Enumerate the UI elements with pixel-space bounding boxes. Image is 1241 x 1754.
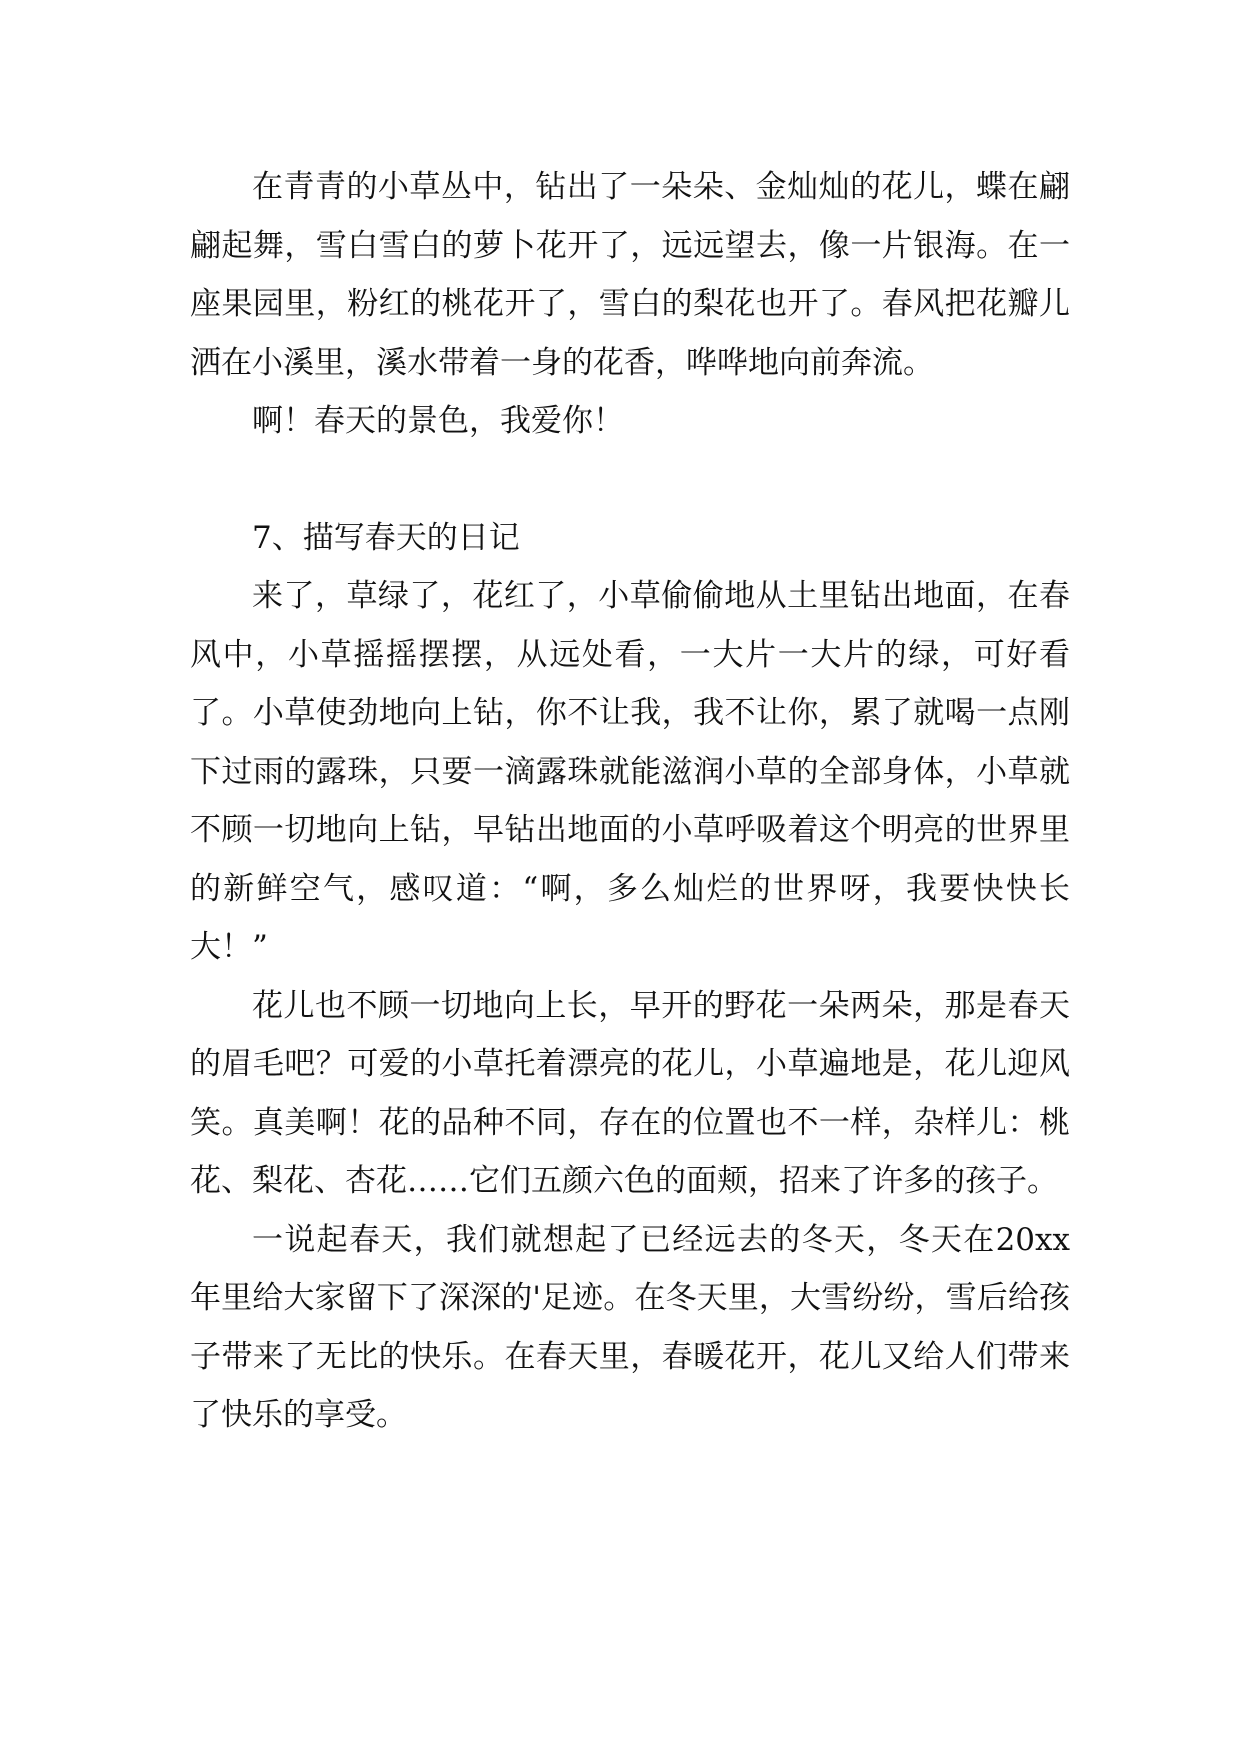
section-heading: 7、描写春天的日记 <box>252 519 520 556</box>
paragraph: 花儿也不顾一切地向上长，早开的野花一朵两朵，那是春天的眉毛吧？可爱的小草托着漂亮的花儿，小草遍地是，花儿迎风笑。真美啊！花的品种不同，存在的位置也不一样，杂样儿：桃花、梨花、杏花……它们五颜六色的面颊，招来了许多的孩子。 <box>190 987 1070 1199</box>
paragraph-spacer <box>190 451 1070 509</box>
paragraph: 在青青的小草丛中，钻出了一朵朵、金灿灿的花儿，蝶在翩翩起舞，雪白雪白的萝卜花开了，远远望去，像一片银海。在一座果园里，粉红的桃花开了，雪白的梨花也开了。春风把花瓣儿洒在小溪里，溪水带着一身的花香，哗哗地向前奔流。 <box>190 169 1070 381</box>
document-body <box>190 158 1070 1445</box>
paragraph: 啊！春天的景色，我爱你！ <box>252 403 624 439</box>
paragraph: 来了，草绿了，花红了，小草偷偷地从土里钻出地面，在春风中，小草摇摇摆摆，从远处看，一大片一大片的绿，可好看了。小草使劲地向上钻，你不让我，我不让你，累了就喝一点刚下过雨的露珠，只要一滴露珠就能滋润小草的全部身体，小草就不顾一切地向上钻，早钻出地面的小草呼吸着这个明亮的世界里的新鲜空气，感叹道：“啊，多么灿烂的世界呀，我要快快长大！” <box>190 578 1070 965</box>
paragraph: 一说起春天，我们就想起了已经远去的冬天，冬天在20xx年里给大家留下了深深的'足迹。在冬天里，大雪纷纷，雪后给孩子带来了无比的快乐。在春天里，春暖花开，花儿又给人们带来了快乐的享受。 <box>190 1221 1070 1433</box>
